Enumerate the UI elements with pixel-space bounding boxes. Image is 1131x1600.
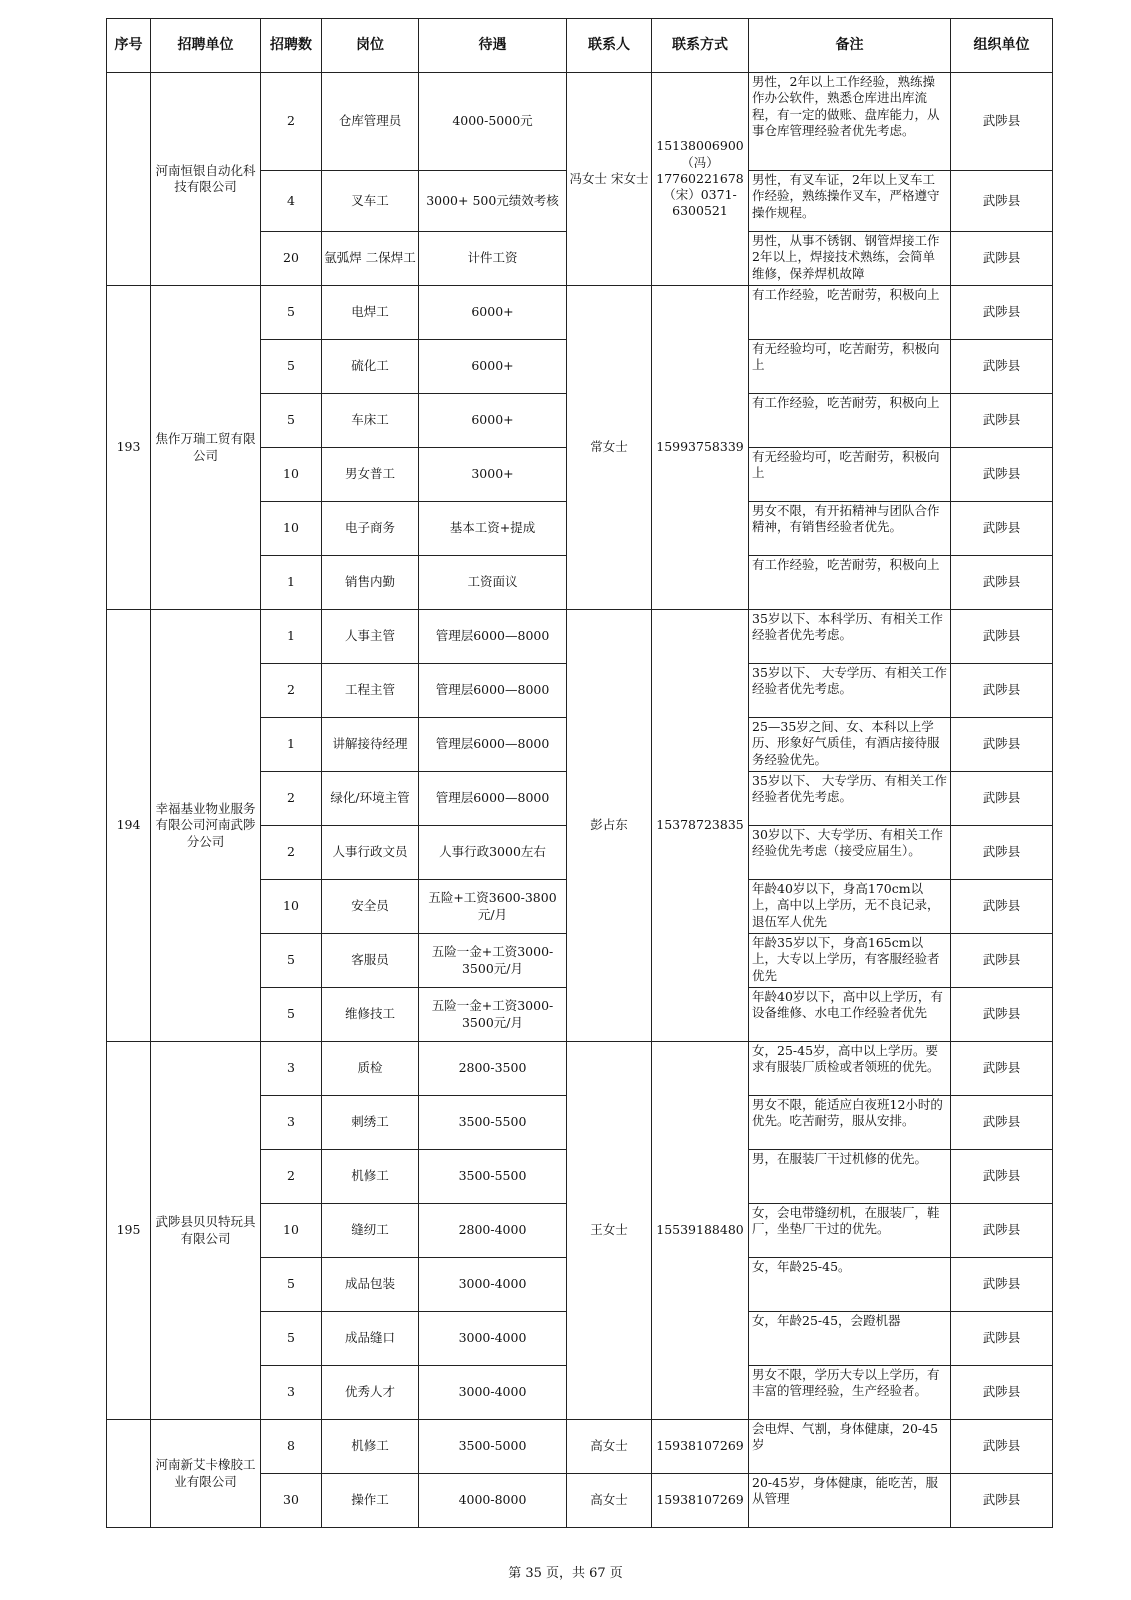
cell-org: 武陟县 [951, 664, 1053, 718]
cell-org: 武陟县 [951, 1150, 1053, 1204]
cell-count: 5 [261, 934, 322, 988]
cell-note: 年龄35岁以下，身高165cm以上，大专以上学历，有客服经验者优先 [749, 934, 951, 988]
cell-org: 武陟县 [951, 1366, 1053, 1420]
cell-position: 客服员 [322, 934, 419, 988]
cell-count: 2 [261, 772, 322, 826]
cell-company: 河南新艾卡橡胶工业有限公司 [151, 1420, 261, 1528]
cell-count: 2 [261, 73, 322, 171]
cell-count: 10 [261, 502, 322, 556]
page-footer: 第 35 页，共 67 页 [508, 1566, 623, 1581]
cell-org: 武陟县 [951, 556, 1053, 610]
cell-count: 3 [261, 1366, 322, 1420]
cell-note: 会电焊、气割，身体健康，20-45岁 [749, 1420, 951, 1474]
cell-position: 缝纫工 [322, 1204, 419, 1258]
cell-org: 武陟县 [951, 394, 1053, 448]
cell-org: 武陟县 [951, 448, 1053, 502]
cell-position: 操作工 [322, 1474, 419, 1528]
cell-pay: 6000+ [419, 286, 567, 340]
cell-position: 人事行政文员 [322, 826, 419, 880]
cell-count: 1 [261, 556, 322, 610]
cell-note: 男性，有叉车证，2年以上叉车工作经验，熟练操作叉车，严格遵守操作规程。 [749, 171, 951, 232]
table-row [107, 73, 1053, 171]
cell-count: 10 [261, 880, 322, 934]
header-phone: 联系方式 [652, 19, 749, 73]
cell-org: 武陟县 [951, 1042, 1053, 1096]
cell-org: 武陟县 [951, 232, 1053, 286]
table-body [107, 73, 1053, 1528]
cell-org: 武陟县 [951, 1204, 1053, 1258]
cell-position: 刺绣工 [322, 1096, 419, 1150]
cell-note: 有工作经验，吃苦耐劳，积极向上 [749, 394, 951, 448]
cell-pay: 3000+ [419, 448, 567, 502]
cell-org: 武陟县 [951, 340, 1053, 394]
cell-company: 幸福基业物业服务有限公司河南武陟分公司 [151, 610, 261, 1042]
cell-pay: 2800-4000 [419, 1204, 567, 1258]
table-row [107, 286, 1053, 340]
cell-position: 质检 [322, 1042, 419, 1096]
cell-pay: 4000-5000元 [419, 73, 567, 171]
cell-note: 男性，2年以上工作经验，熟练操作办公软件，熟悉仓库进出库流程，有一定的做账、盘库能力，从事仓库管理经验者优先考虑。 [749, 73, 951, 171]
cell-count: 4 [261, 171, 322, 232]
cell-no: 194 [107, 610, 151, 1042]
table-row [107, 1042, 1053, 1096]
cell-pay: 2800-3500 [419, 1042, 567, 1096]
cell-note: 35岁以下、本科学历、有相关工作经验者优先考虑。 [749, 610, 951, 664]
cell-contact: 王女士 [567, 1042, 652, 1420]
cell-count: 3 [261, 1096, 322, 1150]
cell-no [107, 73, 151, 286]
recruitment-table [106, 18, 1053, 1528]
cell-note: 男性，从事不锈钢、钢管焊接工作2年以上，焊接技术熟练，会简单维修，保养焊机故障 [749, 232, 951, 286]
cell-position: 工程主管 [322, 664, 419, 718]
cell-note: 有无经验均可，吃苦耐劳，积极向上 [749, 340, 951, 394]
cell-phone: 15378723835 [652, 610, 749, 1042]
cell-phone: 15539188480 [652, 1042, 749, 1420]
cell-phone: 15938107269 [652, 1474, 749, 1528]
cell-contact: 冯女士 宋女士 [567, 73, 652, 286]
cell-count: 1 [261, 610, 322, 664]
cell-company: 焦作万瑞工贸有限公司 [151, 286, 261, 610]
cell-pay: 五险一金+工资3000-3500元/月 [419, 988, 567, 1042]
header-pay: 待遇 [419, 19, 567, 73]
cell-note: 女，年龄25-45。 [749, 1258, 951, 1312]
cell-phone: 15938107269 [652, 1420, 749, 1474]
cell-position: 叉车工 [322, 171, 419, 232]
cell-count: 2 [261, 826, 322, 880]
table-row [107, 610, 1053, 664]
cell-position: 电子商务 [322, 502, 419, 556]
cell-pay: 计件工资 [419, 232, 567, 286]
cell-org: 武陟县 [951, 610, 1053, 664]
cell-note: 男，在服装厂干过机修的优先。 [749, 1150, 951, 1204]
cell-position: 机修工 [322, 1420, 419, 1474]
header-org: 组织单位 [951, 19, 1053, 73]
cell-position: 氩弧焊 二保焊工 [322, 232, 419, 286]
cell-count: 5 [261, 286, 322, 340]
cell-pay: 3000-4000 [419, 1312, 567, 1366]
cell-position: 讲解接待经理 [322, 718, 419, 772]
cell-no: 195 [107, 1042, 151, 1420]
cell-company: 武陟县贝贝特玩具有限公司 [151, 1042, 261, 1420]
cell-note: 男女不限，有开拓精神与团队合作精神，有销售经验者优先。 [749, 502, 951, 556]
cell-pay: 管理层6000—8000 [419, 772, 567, 826]
cell-position: 维修技工 [322, 988, 419, 1042]
cell-count: 5 [261, 1312, 322, 1366]
cell-count: 8 [261, 1420, 322, 1474]
cell-contact: 常女士 [567, 286, 652, 610]
cell-note: 女，会电带缝纫机，在服装厂，鞋厂，坐垫厂干过的优先。 [749, 1204, 951, 1258]
cell-org: 武陟县 [951, 286, 1053, 340]
cell-contact: 彭占东 [567, 610, 652, 1042]
cell-org: 武陟县 [951, 718, 1053, 772]
cell-count: 3 [261, 1042, 322, 1096]
cell-position: 仓库管理员 [322, 73, 419, 171]
header-no: 序号 [107, 19, 151, 73]
header-count: 招聘数 [261, 19, 322, 73]
cell-org: 武陟县 [951, 826, 1053, 880]
cell-pay: 基本工资+提成 [419, 502, 567, 556]
cell-pay: 6000+ [419, 340, 567, 394]
cell-position: 安全员 [322, 880, 419, 934]
cell-org: 武陟县 [951, 772, 1053, 826]
cell-position: 机修工 [322, 1150, 419, 1204]
cell-note: 25—35岁之间、女、本科以上学历、形象好气质佳，有酒店接待服务经验优先。 [749, 718, 951, 772]
cell-count: 5 [261, 394, 322, 448]
header-note: 备注 [749, 19, 951, 73]
cell-org: 武陟县 [951, 880, 1053, 934]
header-row [107, 19, 1053, 73]
header-contact: 联系人 [567, 19, 652, 73]
cell-pay: 3000-4000 [419, 1366, 567, 1420]
cell-count: 5 [261, 1258, 322, 1312]
cell-count: 2 [261, 664, 322, 718]
cell-pay: 3500-5500 [419, 1096, 567, 1150]
cell-count: 20 [261, 232, 322, 286]
cell-org: 武陟县 [951, 171, 1053, 232]
cell-note: 年龄40岁以下，高中以上学历，有设备维修、水电工作经验者优先 [749, 988, 951, 1042]
cell-count: 1 [261, 718, 322, 772]
cell-org: 武陟县 [951, 934, 1053, 988]
cell-note: 男女不限，学历大专以上学历，有丰富的管理经验，生产经验者。 [749, 1366, 951, 1420]
cell-contact: 高女士 [567, 1474, 652, 1528]
cell-pay: 管理层6000—8000 [419, 718, 567, 772]
cell-count: 10 [261, 448, 322, 502]
cell-pay: 6000+ [419, 394, 567, 448]
cell-note: 女，25-45岁，高中以上学历。要求有服装厂质检或者领班的优先。 [749, 1042, 951, 1096]
cell-note: 35岁以下、 大专学历、有相关工作经验者优先考虑。 [749, 664, 951, 718]
cell-count: 2 [261, 1150, 322, 1204]
cell-position: 硫化工 [322, 340, 419, 394]
cell-note: 20-45岁，身体健康，能吃苦，服从管理 [749, 1474, 951, 1528]
cell-note: 30岁以下、大专学历、有相关工作经验优先考虑（接受应届生）。 [749, 826, 951, 880]
cell-org: 武陟县 [951, 988, 1053, 1042]
cell-count: 10 [261, 1204, 322, 1258]
cell-org: 武陟县 [951, 1474, 1053, 1528]
cell-pay: 管理层6000—8000 [419, 664, 567, 718]
cell-org: 武陟县 [951, 1420, 1053, 1474]
cell-position: 优秀人才 [322, 1366, 419, 1420]
cell-pay: 4000-8000 [419, 1474, 567, 1528]
cell-pay: 五险一金+工资3000-3500元/月 [419, 934, 567, 988]
cell-position: 绿化/环境主管 [322, 772, 419, 826]
cell-position: 人事主管 [322, 610, 419, 664]
header-company: 招聘单位 [151, 19, 261, 73]
cell-pay: 3000+ 500元绩效考核 [419, 171, 567, 232]
cell-position: 电焊工 [322, 286, 419, 340]
cell-pay: 五险+工资3600-3800元/月 [419, 880, 567, 934]
cell-phone: 15993758339 [652, 286, 749, 610]
cell-position: 车床工 [322, 394, 419, 448]
cell-org: 武陟县 [951, 1312, 1053, 1366]
cell-note: 女，年龄25-45，会蹬机器 [749, 1312, 951, 1366]
cell-org: 武陟县 [951, 1258, 1053, 1312]
cell-count: 5 [261, 988, 322, 1042]
cell-pay: 管理层6000—8000 [419, 610, 567, 664]
cell-phone: 15138006900（冯）17760221678（宋）0371-6300521 [652, 73, 749, 286]
cell-position: 成品缝口 [322, 1312, 419, 1366]
cell-position: 销售内勤 [322, 556, 419, 610]
cell-note: 35岁以下、 大专学历、有相关工作经验者优先考虑。 [749, 772, 951, 826]
cell-note: 有无经验均可，吃苦耐劳，积极向上 [749, 448, 951, 502]
table-row [107, 1420, 1053, 1474]
cell-pay: 工资面议 [419, 556, 567, 610]
cell-company: 河南恒银自动化科技有限公司 [151, 73, 261, 286]
cell-count: 5 [261, 340, 322, 394]
cell-pay: 3500-5500 [419, 1150, 567, 1204]
cell-no: 193 [107, 286, 151, 610]
cell-pay: 3000-4000 [419, 1258, 567, 1312]
cell-count: 30 [261, 1474, 322, 1528]
cell-note: 有工作经验，吃苦耐劳，积极向上 [749, 556, 951, 610]
cell-pay: 人事行政3000左右 [419, 826, 567, 880]
cell-no [107, 1420, 151, 1528]
cell-position: 男女普工 [322, 448, 419, 502]
cell-note: 年龄40岁以下，身高170cm以上，高中以上学历，无不良记录，退伍军人优先 [749, 880, 951, 934]
cell-note: 有工作经验，吃苦耐劳，积极向上 [749, 286, 951, 340]
cell-position: 成品包装 [322, 1258, 419, 1312]
cell-org: 武陟县 [951, 73, 1053, 171]
cell-org: 武陟县 [951, 502, 1053, 556]
cell-note: 男女不限，能适应白夜班12小时的优先。吃苦耐劳，服从安排。 [749, 1096, 951, 1150]
cell-org: 武陟县 [951, 1096, 1053, 1150]
header-position: 岗位 [322, 19, 419, 73]
cell-pay: 3500-5000 [419, 1420, 567, 1474]
cell-contact: 高女士 [567, 1420, 652, 1474]
